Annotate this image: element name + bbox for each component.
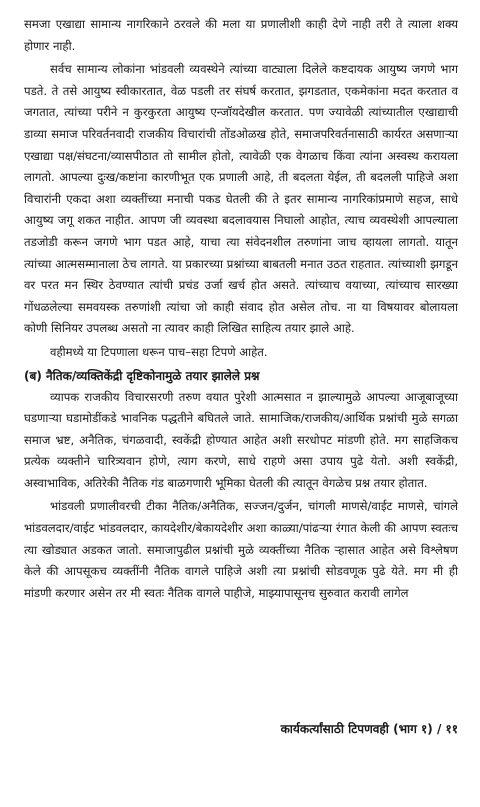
paragraph-note: वहीमध्ये या टिपणाला धरून पाच–सहा टिपणे आहेत. (50, 344, 268, 359)
paragraph-section-1: व्यापक राजकीय विचारसरणी तरुण वयात पुरेशी आत्मसात न झाल्यामुळे आपल्या आजूबाजूच्या घडणाऱ्या घडामोडींकडे भावनिक पद्धतीने बघितले जाते. सामाजिक/राजकीय/आर्थिक प्रश्नांची मुळे सगळा समाज भ्रष्ट, अनैतिक, चंगळवादी, स्वकेंद्री होण्यात आहेत अशी सरधोपट मांडणी होते. मग साहजिकच प्रत्येक व्यक्तीने चारित्र्यवान होणे, त्याग करणे, साधे राहणे असा उपाय पुढे येतो. अशी स्वकेंद्री, अस्वाभाविक, अतिरेकी नैतिक गंड बाळगणारी भूमिका घेतली की त्यातून वेगळेच प्रश्न तयार होतात. (24, 389, 458, 490)
section-heading: (ब) नैतिक/व्यक्तिकेंद्री दृष्टिकोनामुळे तयार झालेले प्रश्न (24, 368, 260, 383)
page-footer: कार्यकर्त्यांसाठी टिपणवही (भाग १) / ११ (280, 722, 458, 736)
paragraph-intro: समजा एखाद्या सामान्य नागरिकाने ठरवले की मला या प्रणालीशी काही देणे नाही तरी ते त्याला शक्य होणार नाही. (24, 17, 458, 53)
paragraph-section-2: भांडवली प्रणालीवरची टीका नैतिक/अनैतिक, सज्जन/दुर्जन, चांगली माणसे/वाईट माणसे, चांगले भांडवलदार/वाईट भांडवलदार, कायदेशीर/बेकायदेशीर अशा काळ्या/पांढऱ्या रंगात केली की आपण स्वतःच त्या खोड्यात अडकत जातो. समाजापुढील प्रश्नांची मुळे व्यक्तींच्या नैतिक ऱ्हासात आहेत असे विश्लेषण केले की आपसूकच व्यक्तींनी नैतिक वागले पाहिजे अशी त्या प्रश्नांची सोडवणूक पुढे येते. मग मी ही मांडणी करणार असेन तर मी स्वतः नैतिक वागले पाहीजे, माझ्यापासूनच सुरुवात करावी लागेल (24, 499, 458, 600)
paragraph-main: सर्वच सामान्य लोकांना भांडवली व्यवस्थेने त्यांच्या वाट्याला दिलेले कष्टदायक आयुष्य जगणे भाग पडते. ते तसे आयुष्य स्वीकारतात, वेळ पडली तर संघर्ष करतात, झगडतात, एकमेकांना मदत करतात व जगतात, त्यांच्या परीने न कुरकुरता आयुष्य एन्जॉयदेखील करतात. पण ज्यावेळी त्यांच्यातील एखाद्याची डाव्या समाज परिवर्तनवादी राजकीय विचारांची तोंडओळख होते, समाजपरिवर्तनासाठी कार्यरत असणाऱ्या एखाद्या पक्ष/संघटना/व्यासपीठात तो सामील होतो, त्यावेळी एक वेगळाच किंवा त्यांना अस्वस्थ करायला लागतो. आपल्या दुःख/कष्टांना कारणीभूत एक प्रणाली आहे, ती बदलता येईल, ती बदलली पाहिजे अशा विचारांनी एकदा अशा व्यक्तींच्या मनाची पकड घेतली की ते इतर सामान्य नागरिकांप्रमाणे सहज, साधे आयुष्य जगू शकत नाहीत. आपण जी व्यवस्था बदलावयास निघालो आहोत, त्याच व्यवस्थेशी आपल्याला तडजोडी करून जगणे भाग पडत आहे, याचा त्या संवेदनशील तरुणांना जाच व्हायला लागतो. यातून त्यांच्या आत्मसम्मानाला ठेच लागते. या प्रकारच्या प्रश्नांच्या बाबतली मनात उठत राहतात. त्यांच्याशी झगडून वर परत मन स्थिर ठेवण्यात त्यांची प्रचंड उर्जा खर्च होत असते. त्यांच्याच वयाच्या, त्यांच्याच सारख्या गोंधळलेल्या समवयस्क तरुणांशी त्यांचा जो काही संवाद होत असेल तोच. ना या विषयावर बोलायला कोणी सिनियर उपलब्ध असतो ना त्यावर काही लिखित साहित्य तयार झाले आहे. (24, 62, 458, 336)
